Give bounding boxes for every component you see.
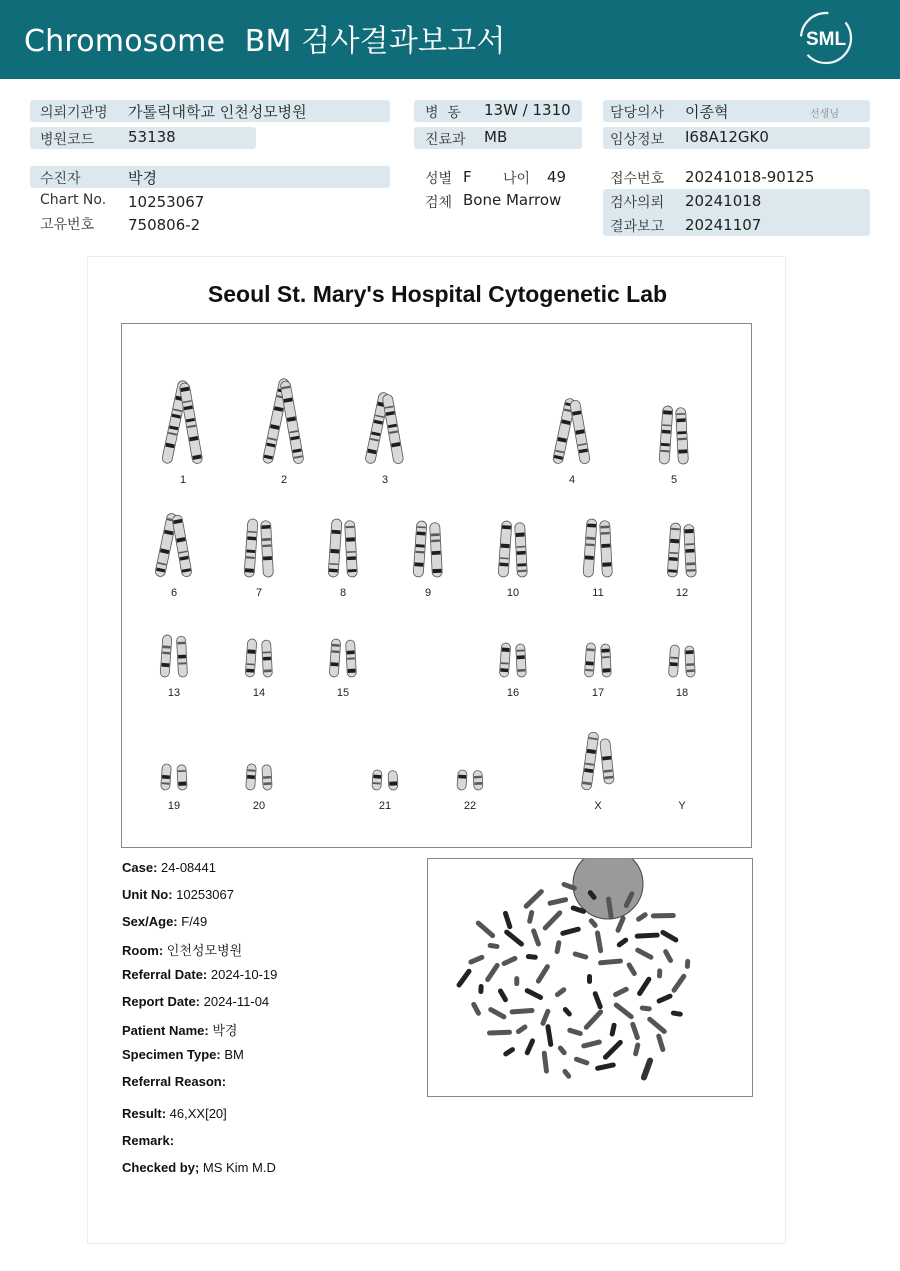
metaphase-chromosome	[530, 928, 541, 948]
metaphase-chromosome	[515, 1024, 529, 1036]
report-field-label: Room:	[122, 943, 164, 958]
chromosome-label-2: 2	[280, 474, 288, 486]
report-field-value: 박경	[208, 1023, 238, 1038]
report-field-row	[122, 914, 207, 929]
report-field-value: 46,XX[20]	[166, 1106, 227, 1121]
report-field-row	[122, 1133, 174, 1148]
metaphase-chromosome	[542, 909, 564, 931]
metaphase-chromosome	[554, 940, 562, 955]
chromosome-label-4: 4	[568, 474, 576, 486]
result-date-label: 결과보고	[610, 219, 665, 235]
metaphase-chromosome	[613, 1001, 635, 1020]
doctor-label: 담당의사	[610, 105, 665, 121]
chromosome-pair-6	[154, 513, 192, 578]
chromosome-label-11: 11	[592, 587, 604, 599]
metaphase-chromosome	[503, 929, 525, 948]
chromosome-label-21: 21	[378, 800, 392, 812]
metaphase-chromosome	[484, 962, 500, 983]
chromosome-label-22: 22	[463, 800, 477, 812]
metaphase-chromosome	[560, 926, 582, 936]
metaphase-chromosome	[602, 1039, 624, 1061]
metaphase-chromosome	[527, 910, 535, 925]
request-label: 검사의뢰	[610, 195, 665, 211]
metaphase-chromosome	[685, 959, 691, 969]
chromosome-pair-20	[246, 764, 273, 791]
age-value: 49	[547, 168, 567, 186]
receipt-label: 접수번호	[610, 171, 665, 187]
metaphase-chromosome	[535, 963, 551, 984]
age-label: 나이	[503, 171, 531, 187]
chromosome-pair-17	[584, 643, 611, 678]
metaphase-chromosome	[468, 954, 486, 965]
metaphase-chromosome	[523, 888, 545, 910]
report-header	[0, 0, 900, 79]
metaphase-chromosome	[595, 1062, 617, 1071]
hospital-code-label: 병원코드	[40, 132, 95, 148]
metaphase-chromosome	[502, 910, 513, 930]
metaphase-chromosome	[630, 1021, 641, 1041]
chromosome-label-15: 15	[336, 687, 350, 699]
chromosome-pair-11	[583, 519, 612, 578]
report-field-label: Unit No:	[122, 887, 173, 902]
metaphase-chromosome	[598, 958, 623, 965]
report-field-label: Case:	[122, 860, 158, 875]
chromosome-label-5: 5	[670, 474, 678, 486]
report-field-label: Patient Name:	[122, 1023, 209, 1038]
metaphase-chromosome	[616, 937, 629, 949]
chromosome-label-18: 18	[675, 687, 689, 699]
report-field-label: Report Date:	[122, 994, 201, 1009]
metaphase-chromosome	[554, 986, 567, 998]
chromosome-label-3: 3	[381, 474, 389, 486]
chromosome-label-17: 17	[591, 687, 605, 699]
metaphase-chromosome	[501, 955, 519, 967]
chromosome-label-X: X	[594, 800, 602, 812]
metaphase-chromosome	[514, 976, 519, 986]
patient-label: 수진자	[40, 171, 81, 187]
chromosome-pair-21	[372, 770, 398, 791]
metaphase-chromosome	[656, 993, 674, 1004]
chart-label: Chart No.	[40, 192, 107, 208]
doctor-value: 이종혁	[685, 103, 729, 121]
chromosome-label-9: 9	[424, 587, 432, 599]
chromosome-label-20: 20	[252, 800, 266, 812]
institution-value: 가톨릭대학교 인천성모병원	[128, 103, 307, 121]
chromosome-pair-5	[659, 406, 688, 465]
karyogram-panel	[121, 323, 752, 848]
request-value: 20241018	[685, 192, 762, 210]
dept-value: MB	[484, 128, 508, 146]
metaphase-chromosome	[581, 1039, 603, 1049]
ward-value: 13W / 1310	[484, 101, 571, 119]
specimen-value: Bone Marrow	[463, 191, 562, 209]
report-field-label: Sex/Age:	[122, 914, 178, 929]
metaphase-chromosome	[609, 1022, 617, 1037]
clinical-value: I68A12GK0	[685, 128, 769, 146]
report-field-row	[122, 967, 277, 982]
report-field-row	[122, 1074, 226, 1089]
report-field-row	[122, 860, 216, 875]
metaphase-chromosome	[587, 974, 592, 984]
chromosome-pair-4	[552, 398, 590, 465]
report-field-label: Referral Reason:	[122, 1074, 227, 1089]
metaphase-chromosome	[562, 1006, 573, 1018]
report-field-row	[122, 994, 269, 1009]
metaphase-chromosome	[509, 1008, 534, 1015]
metaphase-chromosome	[572, 951, 589, 960]
report-field-value: 2024-10-19	[207, 967, 278, 982]
metaphase-chromosome	[662, 948, 674, 964]
chromosome-pair-13	[160, 635, 188, 678]
chromosome-pair-2	[262, 378, 304, 464]
chromosome-pair-16	[499, 643, 526, 678]
hospital-code-value: 53138	[128, 128, 176, 146]
report-field-label: Referral Date:	[122, 967, 208, 982]
metaphase-chromosome	[634, 947, 654, 961]
metaphase-chromosome	[635, 932, 660, 938]
metaphase-chromosome	[545, 1024, 554, 1047]
metaphase-chromosome	[487, 1030, 512, 1036]
metaphase-chromosome	[547, 897, 569, 907]
chromosome-label-16: 16	[506, 687, 520, 699]
metaphase-chromosome	[626, 962, 638, 977]
metaphase-chromosome	[640, 1057, 654, 1082]
chromosome-pair-10	[498, 521, 527, 578]
report-field-row	[122, 1160, 276, 1175]
metaphase-chromosome	[639, 1005, 652, 1011]
chromosome-label-13: 13	[167, 687, 181, 699]
metaphase-chromosome	[646, 1016, 668, 1035]
chromosome-pair-1	[161, 380, 203, 464]
metaphase-chromosome	[540, 1008, 551, 1027]
metaphase-chromosome	[557, 1045, 568, 1057]
chromosome-pair-22	[457, 770, 483, 791]
chromosome-label-8: 8	[339, 587, 347, 599]
id-label: 고유번호	[40, 217, 95, 233]
chromosome-pair-8	[328, 519, 357, 578]
metaphase-chromosome	[595, 930, 604, 954]
institution-label: 의뢰기관명	[40, 105, 108, 121]
report-field-value: 24-08441	[157, 860, 216, 875]
metaphase-chromosome	[651, 913, 676, 918]
chromosome-pair-14	[245, 639, 272, 678]
metaphase-spread-image	[428, 859, 753, 1097]
result-date-value: 20241107	[685, 216, 762, 234]
chromosome-label-10: 10	[506, 587, 520, 599]
chromosome-label-7: 7	[255, 587, 263, 599]
metaphase-chromosome	[456, 968, 473, 989]
sml-logo	[798, 10, 854, 66]
metaphase-chromosome	[656, 1033, 666, 1053]
doctor-suffix: 선생님	[810, 109, 839, 120]
metaphase-chromosome	[659, 929, 679, 943]
page-title: Chromosome BM 검사결과보고서	[24, 24, 506, 59]
report-field-label: Checked by;	[122, 1160, 200, 1175]
metaphase-chromosome	[478, 984, 484, 994]
report-field-label: Result:	[122, 1106, 167, 1121]
chromosome-pair-19	[161, 764, 188, 791]
report-field-value: 인천성모병원	[163, 943, 243, 958]
chromosome-label-19: 19	[167, 800, 181, 812]
metaphase-chromosome	[583, 1008, 604, 1030]
report-field-value: 10253067	[172, 887, 234, 902]
report-field-value: MS Kim M.D	[199, 1160, 276, 1175]
metaphase-chromosome	[671, 973, 688, 994]
report-field-row	[122, 1020, 237, 1039]
chromosome-pair-15	[329, 639, 356, 678]
logo-text: SML	[805, 29, 847, 50]
metaphase-chromosome	[671, 1010, 684, 1017]
metaphase-chromosome	[487, 1006, 507, 1020]
chromosome-label-1: 1	[179, 474, 187, 486]
sex-value: F	[463, 168, 472, 186]
metaphase-chromosome	[592, 990, 603, 1010]
metaphase-chromosome	[502, 1046, 516, 1057]
chromosome-pair-9	[413, 521, 442, 578]
metaphase-chromosome	[526, 954, 538, 960]
chromosome-label-6: 6	[170, 587, 178, 599]
report-field-label: Remark:	[122, 1133, 175, 1148]
metaphase-chromosome	[636, 976, 652, 997]
report-field-value: BM	[220, 1047, 244, 1062]
report-field-label: Specimen Type:	[122, 1047, 221, 1062]
metaphase-chromosome	[541, 1050, 549, 1073]
ward-label: 병 동	[425, 105, 461, 121]
metaphase-chromosome	[657, 968, 662, 978]
patient-field-bg	[30, 166, 390, 188]
chromosome-label-Y: Y	[678, 800, 686, 812]
metaphase-chromosome	[524, 1038, 536, 1056]
report-field-row	[122, 887, 234, 902]
metaphase-chromosome	[573, 1056, 590, 1066]
chromosome-pair-3	[365, 392, 404, 465]
report-field-row	[122, 940, 242, 959]
metaphase-chromosome	[497, 988, 509, 1003]
receipt-value: 20241018-90125	[685, 168, 815, 186]
chromosome-label-14: 14	[252, 687, 266, 699]
report-field-value: F/49	[177, 914, 208, 929]
chromosome-pair-7	[244, 519, 273, 578]
metaphase-chromosome	[612, 986, 629, 998]
report-field-row	[122, 1047, 244, 1062]
report-field-value: 2024-11-04	[200, 994, 270, 1009]
specimen-label: 검체	[425, 195, 453, 211]
chromosome-pair-X	[581, 732, 614, 791]
metaphase-chromosome	[633, 1042, 641, 1057]
metaphase-chromosome	[567, 1027, 584, 1036]
cytogenetic-report	[87, 256, 786, 1244]
metaphase-chromosome	[588, 917, 599, 929]
metaphase-chromosome	[635, 911, 649, 922]
chromosome-label-12: 12	[675, 587, 689, 599]
metaphase-chromosome	[470, 1001, 481, 1017]
metaphase-chromosome	[475, 920, 496, 940]
id-value: 750806-2	[128, 216, 201, 234]
sex-label: 성별	[425, 171, 453, 187]
report-field-row	[122, 1106, 227, 1121]
metaphase-chromosome	[487, 943, 500, 950]
lab-title: Seoul St. Mary's Hospital Cytogenetic Lab	[207, 281, 668, 307]
chart-value: 10253067	[128, 193, 205, 211]
clinical-label: 임상정보	[610, 132, 665, 148]
dept-label: 진료과	[425, 132, 466, 148]
chromosome-pair-18	[668, 645, 695, 678]
karyogram-image	[122, 324, 753, 849]
metaphase-chromosome	[524, 987, 544, 1001]
patient-value: 박경	[128, 169, 157, 187]
metaphase-spread-panel	[427, 858, 753, 1097]
metaphase-chromosome	[561, 1068, 572, 1080]
chromosome-pair-12	[667, 523, 696, 578]
